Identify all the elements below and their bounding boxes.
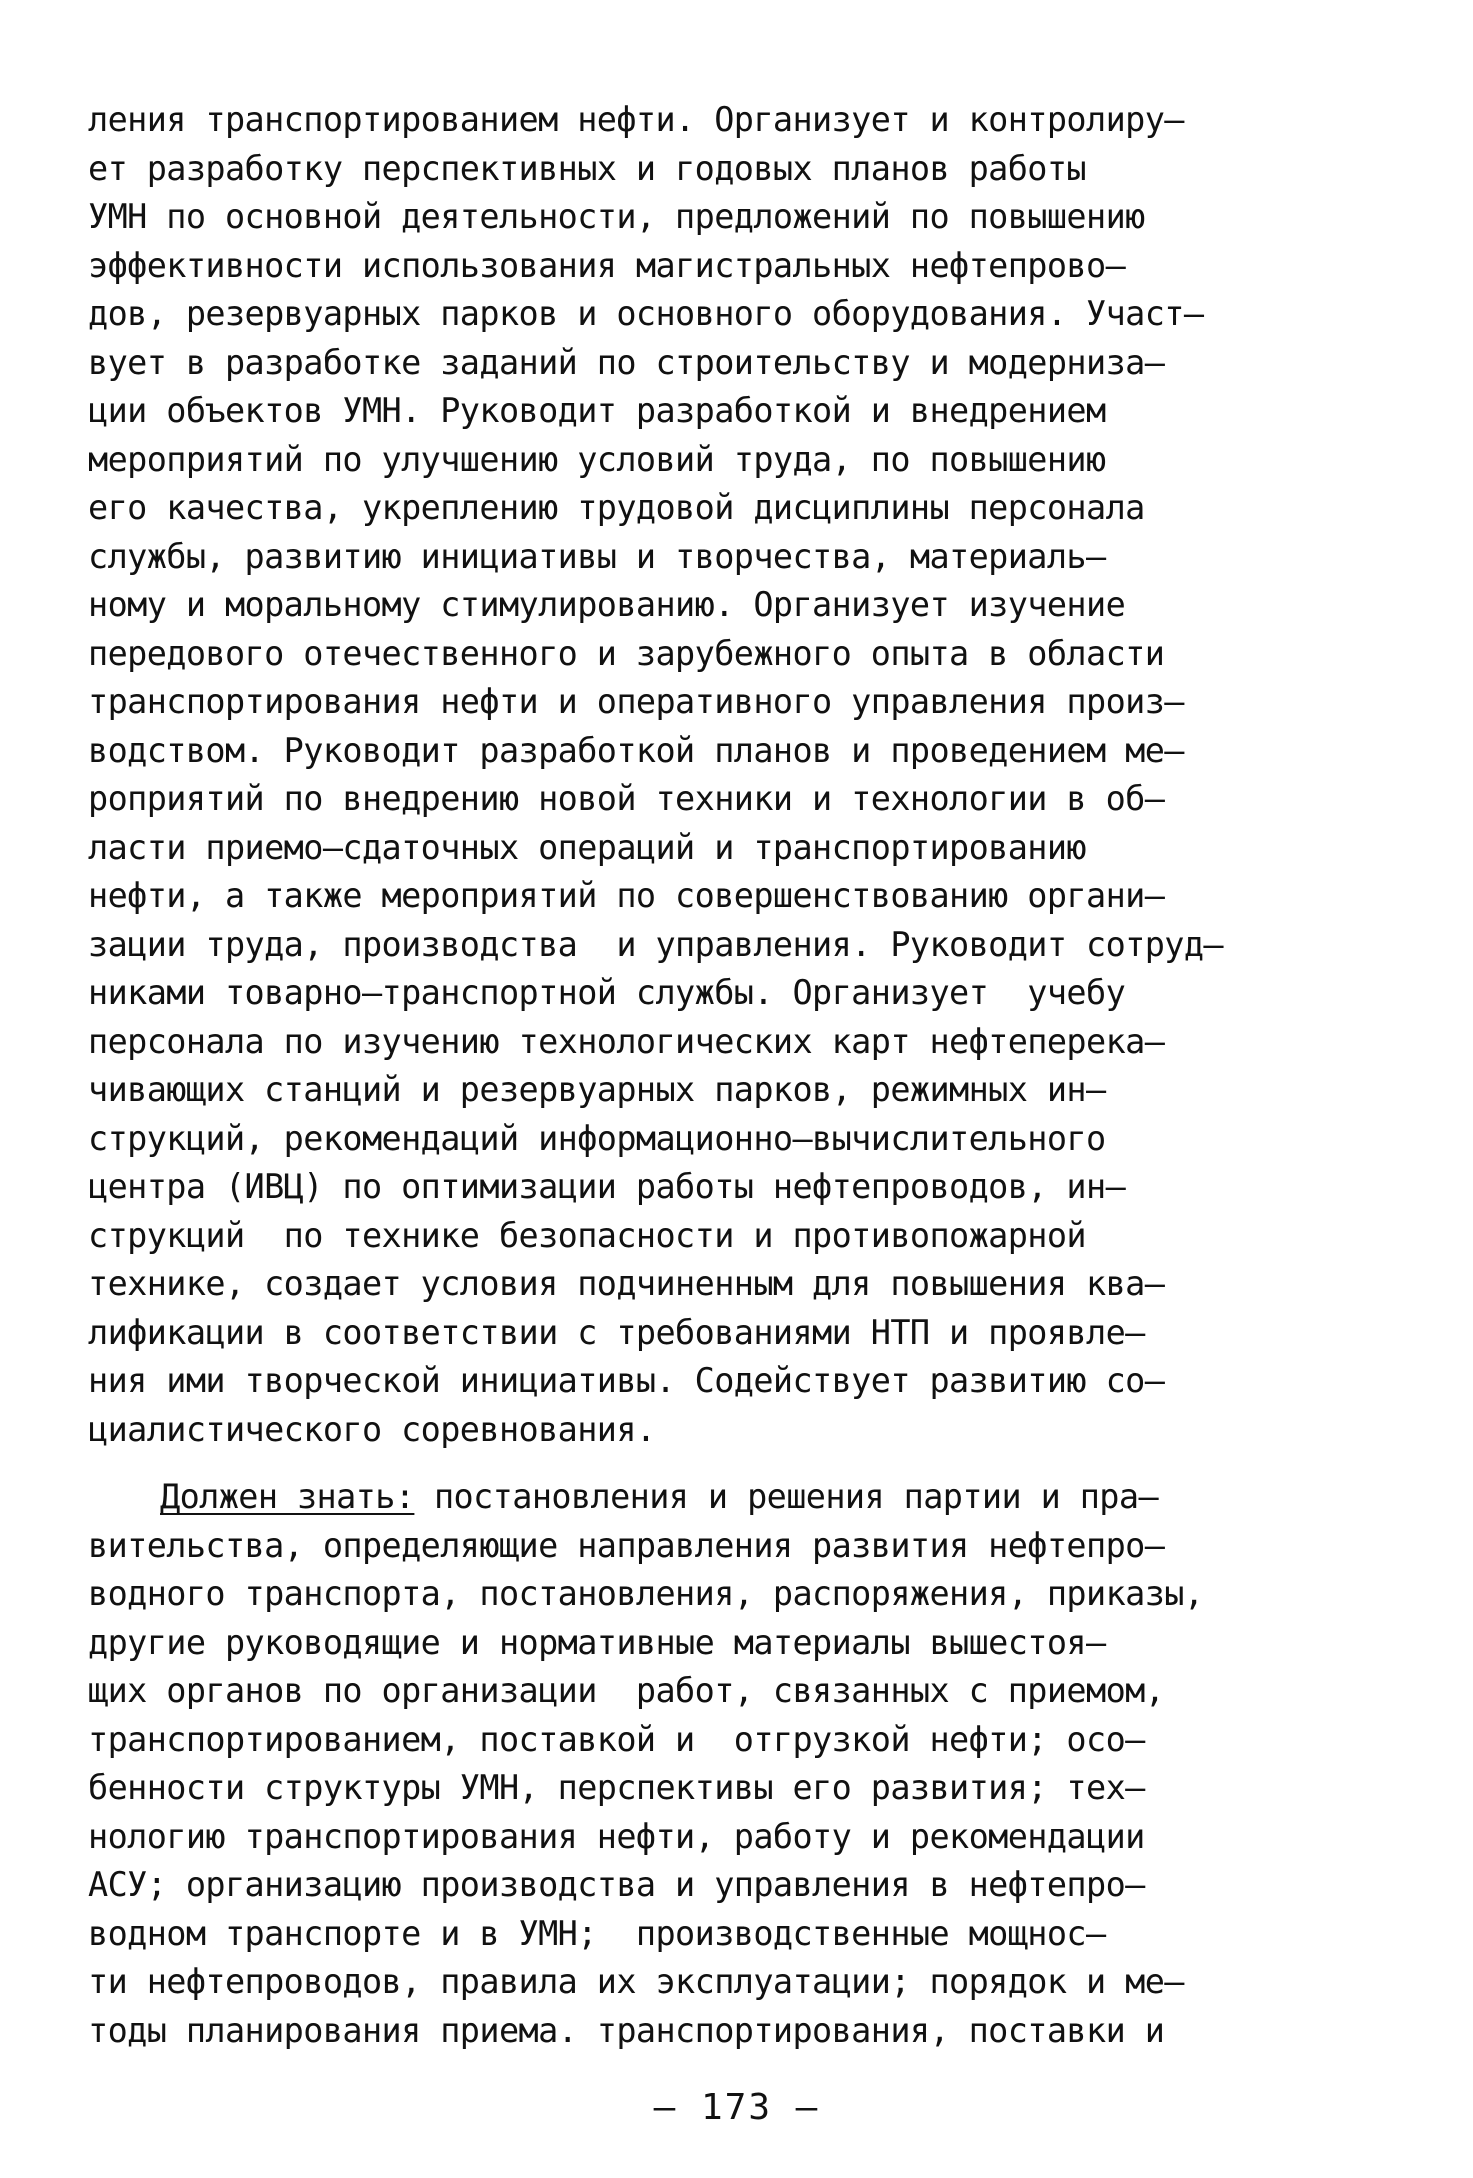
text-line: ет разработку перспективных и годовых планов работы [88,148,1087,188]
text-line: вует в разработке заданий по строительству и модерниза– [88,342,1165,382]
text-line: водством. Руководит разработкой планов и проведением ме– [88,730,1184,770]
text-line: технике, создает условия подчиненным для повышения ква– [88,1264,1165,1303]
text-line: дов, резервуарных парков и основного оборудования. Участ– [88,294,1204,333]
text-line: нологию транспортирования нефти, работу и рекомендации [88,1816,1145,1856]
section-heading: Должен знать: [160,1477,415,1516]
text-line: ции объектов УМН. Руководит разработкой и внедрением [88,391,1106,430]
text-line: вительства, определяющие направления развития нефтепро– [88,1525,1165,1565]
text-line: центра (ИВЦ) по оптимизации работы нефтепроводов, ин– [88,1167,1126,1206]
text-line: струкций по технике безопасности и противопожарной [88,1215,1087,1255]
text-line: транспортирования нефти и оперативного управления произ– [88,682,1184,721]
text-line: передового отечественного и зарубежного опыта в области [88,633,1165,673]
paragraph-2 [88,1473,1388,2055]
text-line: бенности структуры УМН, перспективы его развития; тех– [88,1768,1145,1807]
text-line: лификации в соответствии с требованиями НТП и проявле– [88,1312,1145,1352]
text-line: транспортированием, поставкой и отгрузкой нефти; осо– [88,1719,1145,1759]
text-line: персонала по изучению технологических карт нефтеперека– [88,1021,1165,1061]
paragraph-1 [88,96,1388,1454]
text-line: водного транспорта, постановления, распоряжения, приказы, [88,1574,1204,1613]
text-line: ления транспортированием нефти. Организует и контролиру– [88,100,1184,139]
text-line: струкций, рекомендаций информационно–вычислительного [88,1118,1106,1158]
text-line: другие руководящие и нормативные материалы вышестоя– [88,1622,1106,1662]
heading-continuation: постановления и решения партии и пра– [414,1477,1159,1516]
text-line: нефти, а также мероприятий по совершенствованию органи– [88,876,1165,915]
text-line: чивающих станций и резервуарных парков, режимных ин– [88,1070,1106,1109]
text-line: ному и моральному стимулированию. Организует изучение [88,585,1126,624]
text-line: роприятий по внедрению новой техники и технологии в об– [88,779,1165,818]
text-line: тоды планирования приема. транспортирования, поставки и [88,2010,1165,2050]
page-number: – 173 – [653,2087,820,2128]
text-line: щих органов по организации работ, связанных с приемом, [88,1671,1165,1710]
text-line: ния ими творческой инициативы. Содействует развитию со– [88,1361,1165,1400]
text-line: водном транспорте и в УМН; производственные мощнос– [88,1913,1106,1953]
text-line: УМН по основной деятельности, предложений по повышению [88,197,1145,236]
text-line: мероприятий по улучшению условий труда, по повышению [88,439,1106,479]
text-line: службы, развитию инициативы и творчества, материаль– [88,536,1106,576]
text-line: АСУ; организацию производства и управления в нефтепро– [88,1865,1145,1904]
text-line: эффективности использования магистральных нефтепрово– [88,245,1126,285]
text-line-first [88,1473,1388,1522]
text-line: ти нефтепроводов, правила их эксплуатации; порядок и ме– [88,1962,1184,2001]
text-line: циалистического соревнования. [88,1409,656,1449]
text-line: его качества, укреплению трудовой дисциплины персонала [88,488,1145,527]
text-line: никами товарно–транспортной службы. Организует учебу [88,973,1126,1012]
text-line: ласти приемо–сдаточных операций и транспортированию [88,827,1087,867]
text-line: зации труда, производства и управления. Руководит сотруд– [88,924,1223,964]
